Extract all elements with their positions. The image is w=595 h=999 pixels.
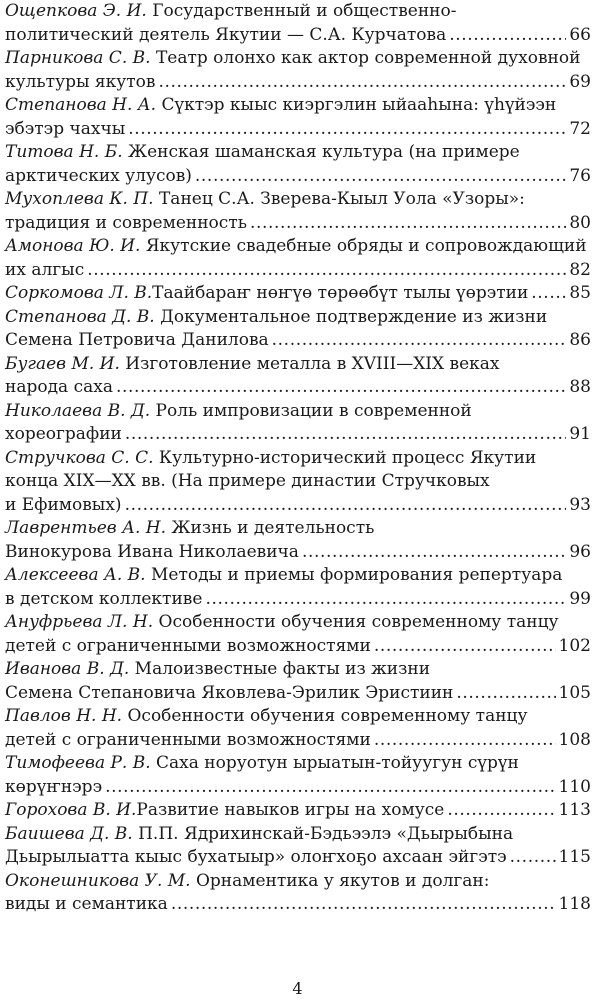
toc-entry	[5, 353, 591, 400]
dot-leader	[195, 165, 566, 189]
entry-line	[5, 705, 591, 729]
toc-entry	[5, 0, 591, 47]
entry-last-line	[5, 282, 591, 306]
entry-last-line	[5, 329, 591, 353]
dot-leader	[125, 494, 567, 518]
entry-last-line	[5, 165, 591, 189]
entry-author: Ощепкова Э. И.	[5, 1, 147, 21]
entry-title-line: детей с ограниченными возможностями	[5, 729, 371, 750]
entry-author: Титова Н. Б.	[5, 142, 123, 162]
entry-last-line	[5, 212, 591, 236]
toc-entry	[5, 799, 591, 823]
table-of-contents	[5, 0, 591, 917]
entry-author: Николаева В. Д.	[5, 400, 151, 421]
entry-last-line	[5, 846, 591, 870]
entry-line	[5, 517, 591, 541]
entry-line	[5, 564, 591, 588]
toc-entry	[5, 517, 591, 564]
entry-title-line: көрүҥнэрэ	[5, 776, 103, 797]
toc-entry	[5, 870, 591, 917]
entry-page-number: 108	[558, 729, 591, 750]
entry-title-line: Жизнь и деятельность	[171, 518, 375, 538]
entry-title-line: Якутские свадебные обряды и сопровождающий	[145, 236, 587, 256]
entry-title-line: Театр олонхо как актор современной духовной	[155, 48, 581, 68]
entry-title-line: Таайбараҥ нөҥүө төрөөбүт тылы үөрэтии	[152, 283, 529, 303]
dot-leader	[510, 846, 556, 870]
entry-last-line	[5, 776, 591, 800]
toc-entry	[5, 282, 591, 306]
toc-entry	[5, 47, 591, 94]
dot-leader	[116, 376, 566, 400]
entry-title-line: культуры якутов	[5, 71, 156, 92]
entry-title-line: детей с ограниченными возможностями	[5, 635, 371, 656]
entry-title-line: в детском коллективе	[5, 588, 203, 609]
entry-page-number: 80	[569, 212, 591, 233]
entry-title-line: хореографии	[5, 424, 122, 444]
entry-line	[5, 235, 591, 259]
dot-leader	[449, 24, 566, 48]
entry-page-number: 88	[569, 377, 591, 397]
entry-last-line	[5, 118, 591, 142]
dot-leader	[128, 118, 566, 142]
entry-last-line	[5, 588, 591, 612]
entry-title-line: Семена Петровича Данилова	[5, 330, 269, 350]
entry-line	[5, 94, 591, 118]
entry-author: Степанова Н. А.	[5, 95, 157, 115]
toc-entry	[5, 447, 591, 518]
entry-title-line: Культурно-исторический процесс Якутии	[158, 447, 537, 468]
entry-page-number: 91	[569, 424, 591, 444]
entry-page-number: 110	[558, 776, 591, 797]
entry-author: Соркомова Л. В.	[5, 283, 153, 303]
entry-title-line: их алгыс	[5, 259, 85, 280]
dot-leader	[374, 729, 556, 753]
entry-last-line	[5, 423, 591, 447]
entry-author: Алексеева А. В.	[5, 565, 146, 585]
entry-line	[5, 353, 591, 377]
dot-leader	[125, 423, 566, 447]
entry-title-line: Особенности обучения современному танцу	[127, 706, 528, 726]
entry-author: Парникова С. В.	[5, 48, 151, 68]
toc-entry	[5, 611, 591, 658]
entry-page-number: 96	[569, 541, 591, 562]
entry-line	[5, 658, 591, 682]
toc-entry	[5, 705, 591, 752]
entry-author: Амонова Ю. И.	[5, 236, 141, 256]
toc-entry	[5, 752, 591, 799]
entry-page-number: 69	[569, 71, 591, 92]
toc-entry	[5, 306, 591, 353]
entry-page-number: 118	[558, 894, 591, 914]
entry-title-line: П.П. Ядрихинскай-Бэдьээлэ «Дьырыбына	[138, 823, 514, 844]
entry-title-line: Семена Степановича Яковлева-Эрилик Эристиин	[5, 682, 454, 703]
entry-title-line: Сүктэр кыыс киэргэлин ыйааһына: үһүйээн	[161, 95, 557, 115]
toc-entry	[5, 94, 591, 141]
entry-line	[5, 447, 591, 471]
dot-leader	[250, 212, 566, 236]
entry-last-line	[5, 376, 591, 400]
toc-entry	[5, 564, 591, 611]
entry-page-number: 115	[558, 847, 591, 867]
entry-author: Лаврентьев А. Н.	[5, 518, 167, 538]
entry-title-line: Орнаментика у якутов и долган:	[195, 870, 490, 891]
entry-title-line: Роль импровизации в современной	[155, 400, 472, 421]
entry-title-line: Дьырылыатта кыыс бухатыыр» олоҥхоҕо ахсаан эйгэтэ	[5, 847, 507, 867]
entry-page-number: 72	[569, 118, 591, 139]
entry-last-line	[5, 729, 591, 753]
entry-page-number: 86	[569, 330, 591, 350]
entry-author: Тимофеева Р. В.	[5, 753, 151, 773]
entry-last-line	[5, 682, 591, 706]
entry-line	[5, 752, 591, 776]
entry-title-line: народа саха	[5, 377, 113, 397]
entry-title-line: и Ефимовых)	[5, 494, 122, 515]
entry-title-line: Документальное подтверждение из жизни	[160, 306, 548, 327]
entry-last-line	[5, 494, 591, 518]
entry-author: Оконешникова У. М.	[5, 870, 191, 891]
dot-leader	[158, 71, 566, 95]
entry-title-line: Малоизвестные факты из жизни	[134, 659, 431, 679]
entry-page-number: 102	[558, 635, 591, 656]
entry-page-number: 66	[569, 24, 591, 45]
entry-last-line	[5, 71, 591, 95]
dot-leader	[105, 776, 555, 800]
entry-author: Стручкова С. С.	[5, 447, 154, 468]
dot-leader	[302, 541, 566, 565]
dot-leader	[87, 259, 566, 283]
entry-title-line: Государственный и общественно-	[152, 1, 457, 21]
entry-last-line	[5, 24, 591, 48]
toc-entry	[5, 400, 591, 447]
entry-page-number: 76	[569, 165, 591, 186]
entry-line	[5, 470, 591, 494]
entry-last-line	[5, 635, 591, 659]
entry-title-line: конца XIX—XX вв. (На примере династии Стручковых	[5, 471, 490, 491]
entry-page-number: 113	[558, 800, 591, 820]
entry-last-line	[5, 259, 591, 283]
entry-author: Баишева Д. В.	[5, 823, 133, 844]
entry-line	[5, 611, 591, 635]
page-number: 4	[292, 979, 303, 998]
entry-title-line: Саха норуотун ырыатын-тойуугун сүрүн	[156, 753, 519, 773]
entry-last-line	[5, 893, 591, 917]
toc-entry	[5, 141, 591, 188]
entry-last-line	[5, 541, 591, 565]
entry-author: Павлов Н. Н.	[5, 706, 123, 726]
entry-author: Ануфрьева Л. Н.	[5, 612, 154, 632]
entry-author: Горохова В. И.	[5, 800, 137, 820]
dot-leader	[205, 588, 566, 612]
dot-leader	[531, 282, 566, 306]
entry-line	[5, 870, 591, 894]
entry-line	[5, 47, 591, 71]
dot-leader	[272, 329, 567, 353]
entry-title-line: Танец С.А. Зверева-Кыыл Уола «Узоры»:	[158, 189, 525, 209]
entry-page-number: 93	[569, 494, 591, 515]
dot-leader	[456, 682, 555, 706]
entry-title-line: Особенности обучения современному танцу	[158, 612, 559, 632]
entry-title-line: традиция и современность	[5, 212, 247, 233]
entry-author: Степанова Д. В.	[5, 306, 155, 327]
entry-author: Мухоплева К. П.	[5, 189, 154, 209]
entry-title-line: Винокурова Ивана Николаевича	[5, 541, 299, 562]
dot-leader	[171, 893, 556, 917]
dot-leader	[447, 799, 555, 823]
entry-title-line: Женская шаманская культура (на примере	[128, 142, 520, 162]
entry-line	[5, 141, 591, 165]
entry-line	[5, 188, 591, 212]
entry-title-line: Методы и приемы формирования репертуара	[150, 565, 563, 585]
entry-line	[5, 306, 591, 330]
entry-line	[5, 0, 591, 24]
entry-author: Бугаев М. И.	[5, 353, 120, 374]
entry-title-line: Развитие навыков игры на хомусе	[136, 800, 445, 820]
toc-entry	[5, 823, 591, 870]
toc-entry	[5, 658, 591, 705]
entry-line	[5, 823, 591, 847]
entry-line	[5, 400, 591, 424]
entry-page-number: 99	[569, 588, 591, 609]
entry-last-line	[5, 799, 591, 823]
toc-entry	[5, 235, 591, 282]
entry-page-number: 85	[569, 283, 591, 303]
entry-title-line: политический деятель Якутии — С.А. Курчатова	[5, 24, 447, 45]
entry-page-number: 105	[558, 682, 591, 703]
entry-author: Иванова В. Д.	[5, 659, 130, 679]
toc-entry	[5, 188, 591, 235]
entry-title-line: арктических улусов)	[5, 165, 192, 186]
entry-title-line: эбэтэр чахчы	[5, 118, 126, 139]
entry-page-number: 82	[569, 259, 591, 280]
dot-leader	[374, 635, 556, 659]
entry-title-line: виды и семантика	[5, 894, 168, 914]
entry-title-line: Изготовление металла в XVIII—XIX веках	[125, 353, 500, 374]
